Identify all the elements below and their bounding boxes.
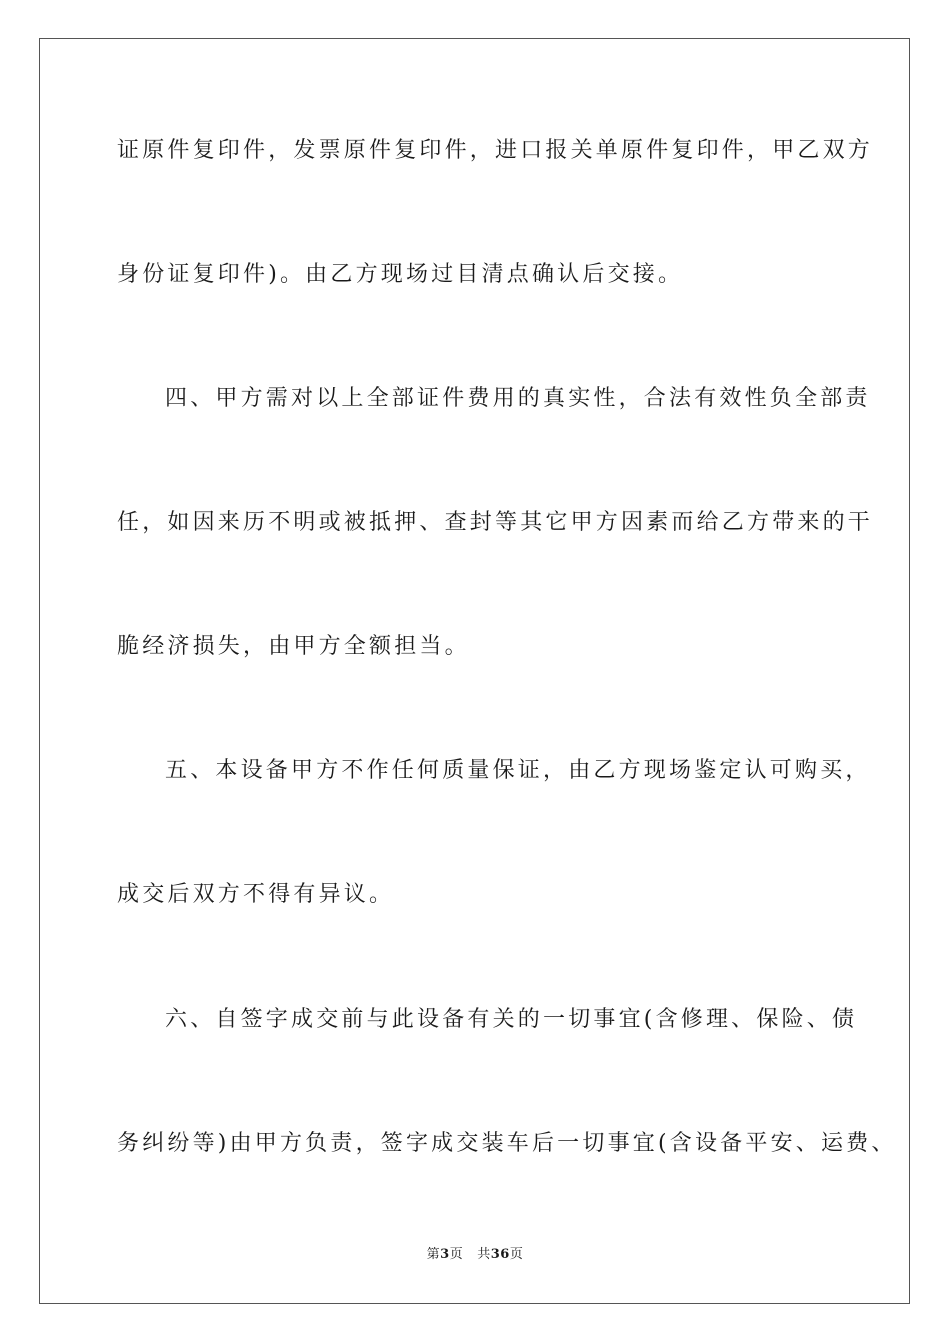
total-prefix: 共 (477, 1247, 491, 1262)
paragraph-line-5: 脆经济损失，由甲方全额担当。 (117, 634, 470, 659)
paragraph-line-6: 五、本设备甲方不作任何质量保证，由乙方现场鉴定认可购买， (165, 758, 871, 783)
paragraph-line-7: 成交后双方不得有异议。 (117, 882, 395, 907)
page-footer (0, 1246, 950, 1264)
paragraph-line-4: 任，如因来历不明或被抵押、查封等其它甲方因素而给乙方带来的干 (117, 510, 874, 535)
paragraph-line-1: 证原件复印件，发票原件复印件，进口报关单原件复印件，甲乙双方 (117, 138, 874, 163)
paragraph-line-8: 六、自签字成交前与此设备有关的一切事宜(含修理、保险、债 (165, 1007, 858, 1032)
paragraph-line-3: 四、甲方需对以上全部证件费用的真实性，合法有效性负全部责 (165, 386, 871, 411)
paragraph-line-2: 身份证复印件)。由乙方现场过目清点确认后交接。 (117, 262, 684, 287)
page-prefix: 第 (426, 1247, 441, 1262)
page-total: 36 (490, 1247, 510, 1262)
page-current: 3 (440, 1247, 450, 1262)
page-suffix: 页 (449, 1247, 464, 1262)
total-suffix: 页 (509, 1247, 524, 1262)
page-border (39, 38, 910, 1304)
paragraph-line-9: 务纠纷等)由甲方负责，签字成交装车后一切事宜(含设备平安、运费、 (117, 1131, 897, 1156)
